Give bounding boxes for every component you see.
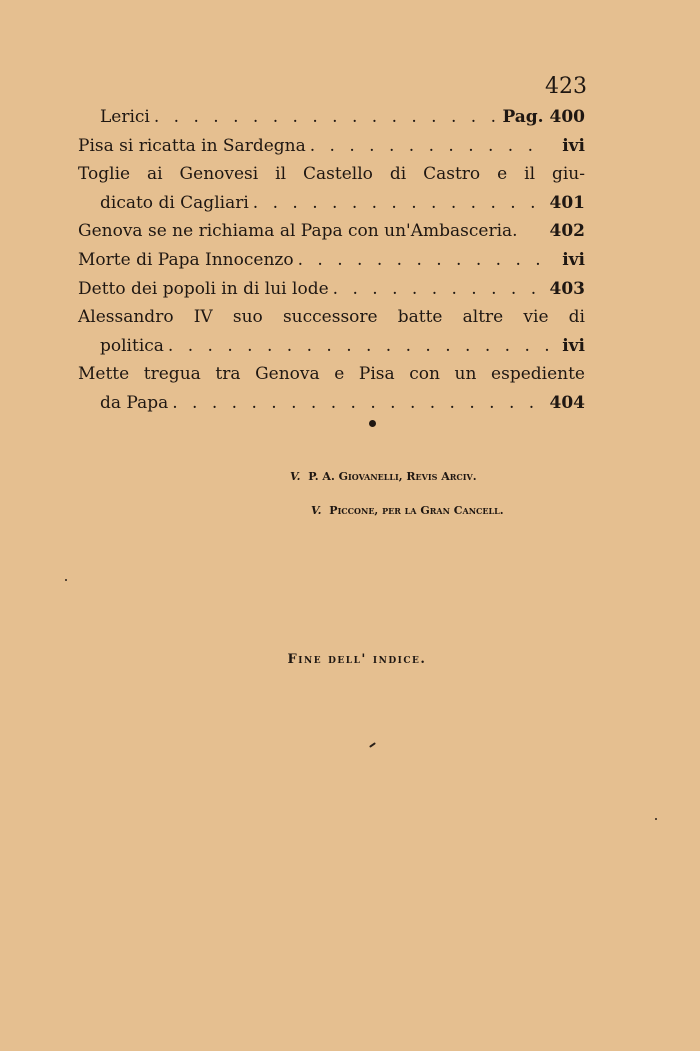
index-entry-page: ivi bbox=[562, 335, 585, 356]
index-list bbox=[78, 103, 585, 418]
index-entry-text: Morte di Papa Innocenzo bbox=[78, 249, 294, 270]
index-entry-text: Lerici bbox=[100, 107, 150, 127]
dot-leader bbox=[172, 389, 545, 418]
index-entry-line bbox=[78, 217, 585, 246]
index-entry-text: da Papa bbox=[100, 392, 169, 413]
approvals bbox=[290, 460, 590, 528]
index-entry-page: 402 bbox=[549, 221, 585, 242]
index-entry-text: Toglie ai Genovesi il Castello di Castro e il giu- bbox=[78, 164, 585, 185]
index-entry-text: Detto dei popoli in di lui lode bbox=[78, 278, 329, 299]
index-entry-line bbox=[78, 332, 585, 361]
end-title: Fine dell' indice. bbox=[287, 652, 427, 667]
index-entry-line bbox=[78, 189, 585, 218]
dot-leader bbox=[310, 132, 549, 161]
dot-leader bbox=[253, 189, 546, 218]
dot-leader bbox=[154, 103, 499, 132]
imprimatur-mark: V. bbox=[290, 470, 301, 483]
dot-leader bbox=[298, 246, 549, 275]
index-entry-page: 403 bbox=[549, 278, 585, 299]
paper-speck bbox=[655, 818, 657, 820]
index-entry bbox=[78, 160, 585, 217]
index-entry-text: politica bbox=[100, 335, 164, 356]
page-number: 423 bbox=[545, 74, 587, 99]
index-entry-page: 404 bbox=[549, 392, 585, 413]
index-entry-text: Alessandro IV suo successore batte altre vie di bbox=[78, 307, 585, 328]
approval-line bbox=[290, 494, 590, 528]
index-entry-text: Mette tregua tra Genova e Pisa con un espediente bbox=[78, 364, 585, 385]
index-entry bbox=[78, 360, 585, 417]
dot-leader bbox=[333, 275, 546, 304]
index-entry-line bbox=[78, 303, 585, 332]
dot-leader bbox=[168, 332, 549, 361]
index-entry bbox=[78, 132, 585, 161]
index-entry-text: Genova se ne richiama al Papa con un'Ambasceria. bbox=[78, 221, 518, 242]
index-entry-line bbox=[78, 132, 585, 161]
index-entry-page: ivi bbox=[562, 249, 585, 270]
index-entry bbox=[78, 275, 585, 304]
paper-speck bbox=[369, 742, 376, 748]
index-entry-text: dicato di Cagliari bbox=[100, 192, 249, 213]
index-entry-page: ivi bbox=[562, 135, 585, 156]
ornament-dot bbox=[369, 420, 376, 427]
index-entry-line bbox=[78, 103, 585, 132]
index-entry bbox=[78, 103, 585, 132]
paper-speck bbox=[65, 579, 67, 581]
approval-line bbox=[290, 460, 590, 494]
index-entry-text: Pisa si ricatta in Sardegna bbox=[78, 135, 306, 156]
index-entry-line bbox=[78, 160, 585, 189]
index-entry-line bbox=[78, 275, 585, 304]
index-entry bbox=[78, 217, 585, 246]
index-entry bbox=[78, 246, 585, 275]
index-entry bbox=[78, 303, 585, 360]
approval-text: P. A. Giovanelli, Revis Arciv. bbox=[308, 470, 477, 483]
index-entry-page: Pag. 400 bbox=[502, 107, 585, 127]
index-entry-line bbox=[78, 360, 585, 389]
approval-text: Piccone, per la Gran Cancell. bbox=[329, 504, 504, 517]
imprimatur-mark: V. bbox=[311, 504, 322, 517]
index-entry-line bbox=[78, 389, 585, 418]
index-entry-page: 401 bbox=[549, 192, 585, 213]
index-entry-line bbox=[78, 246, 585, 275]
